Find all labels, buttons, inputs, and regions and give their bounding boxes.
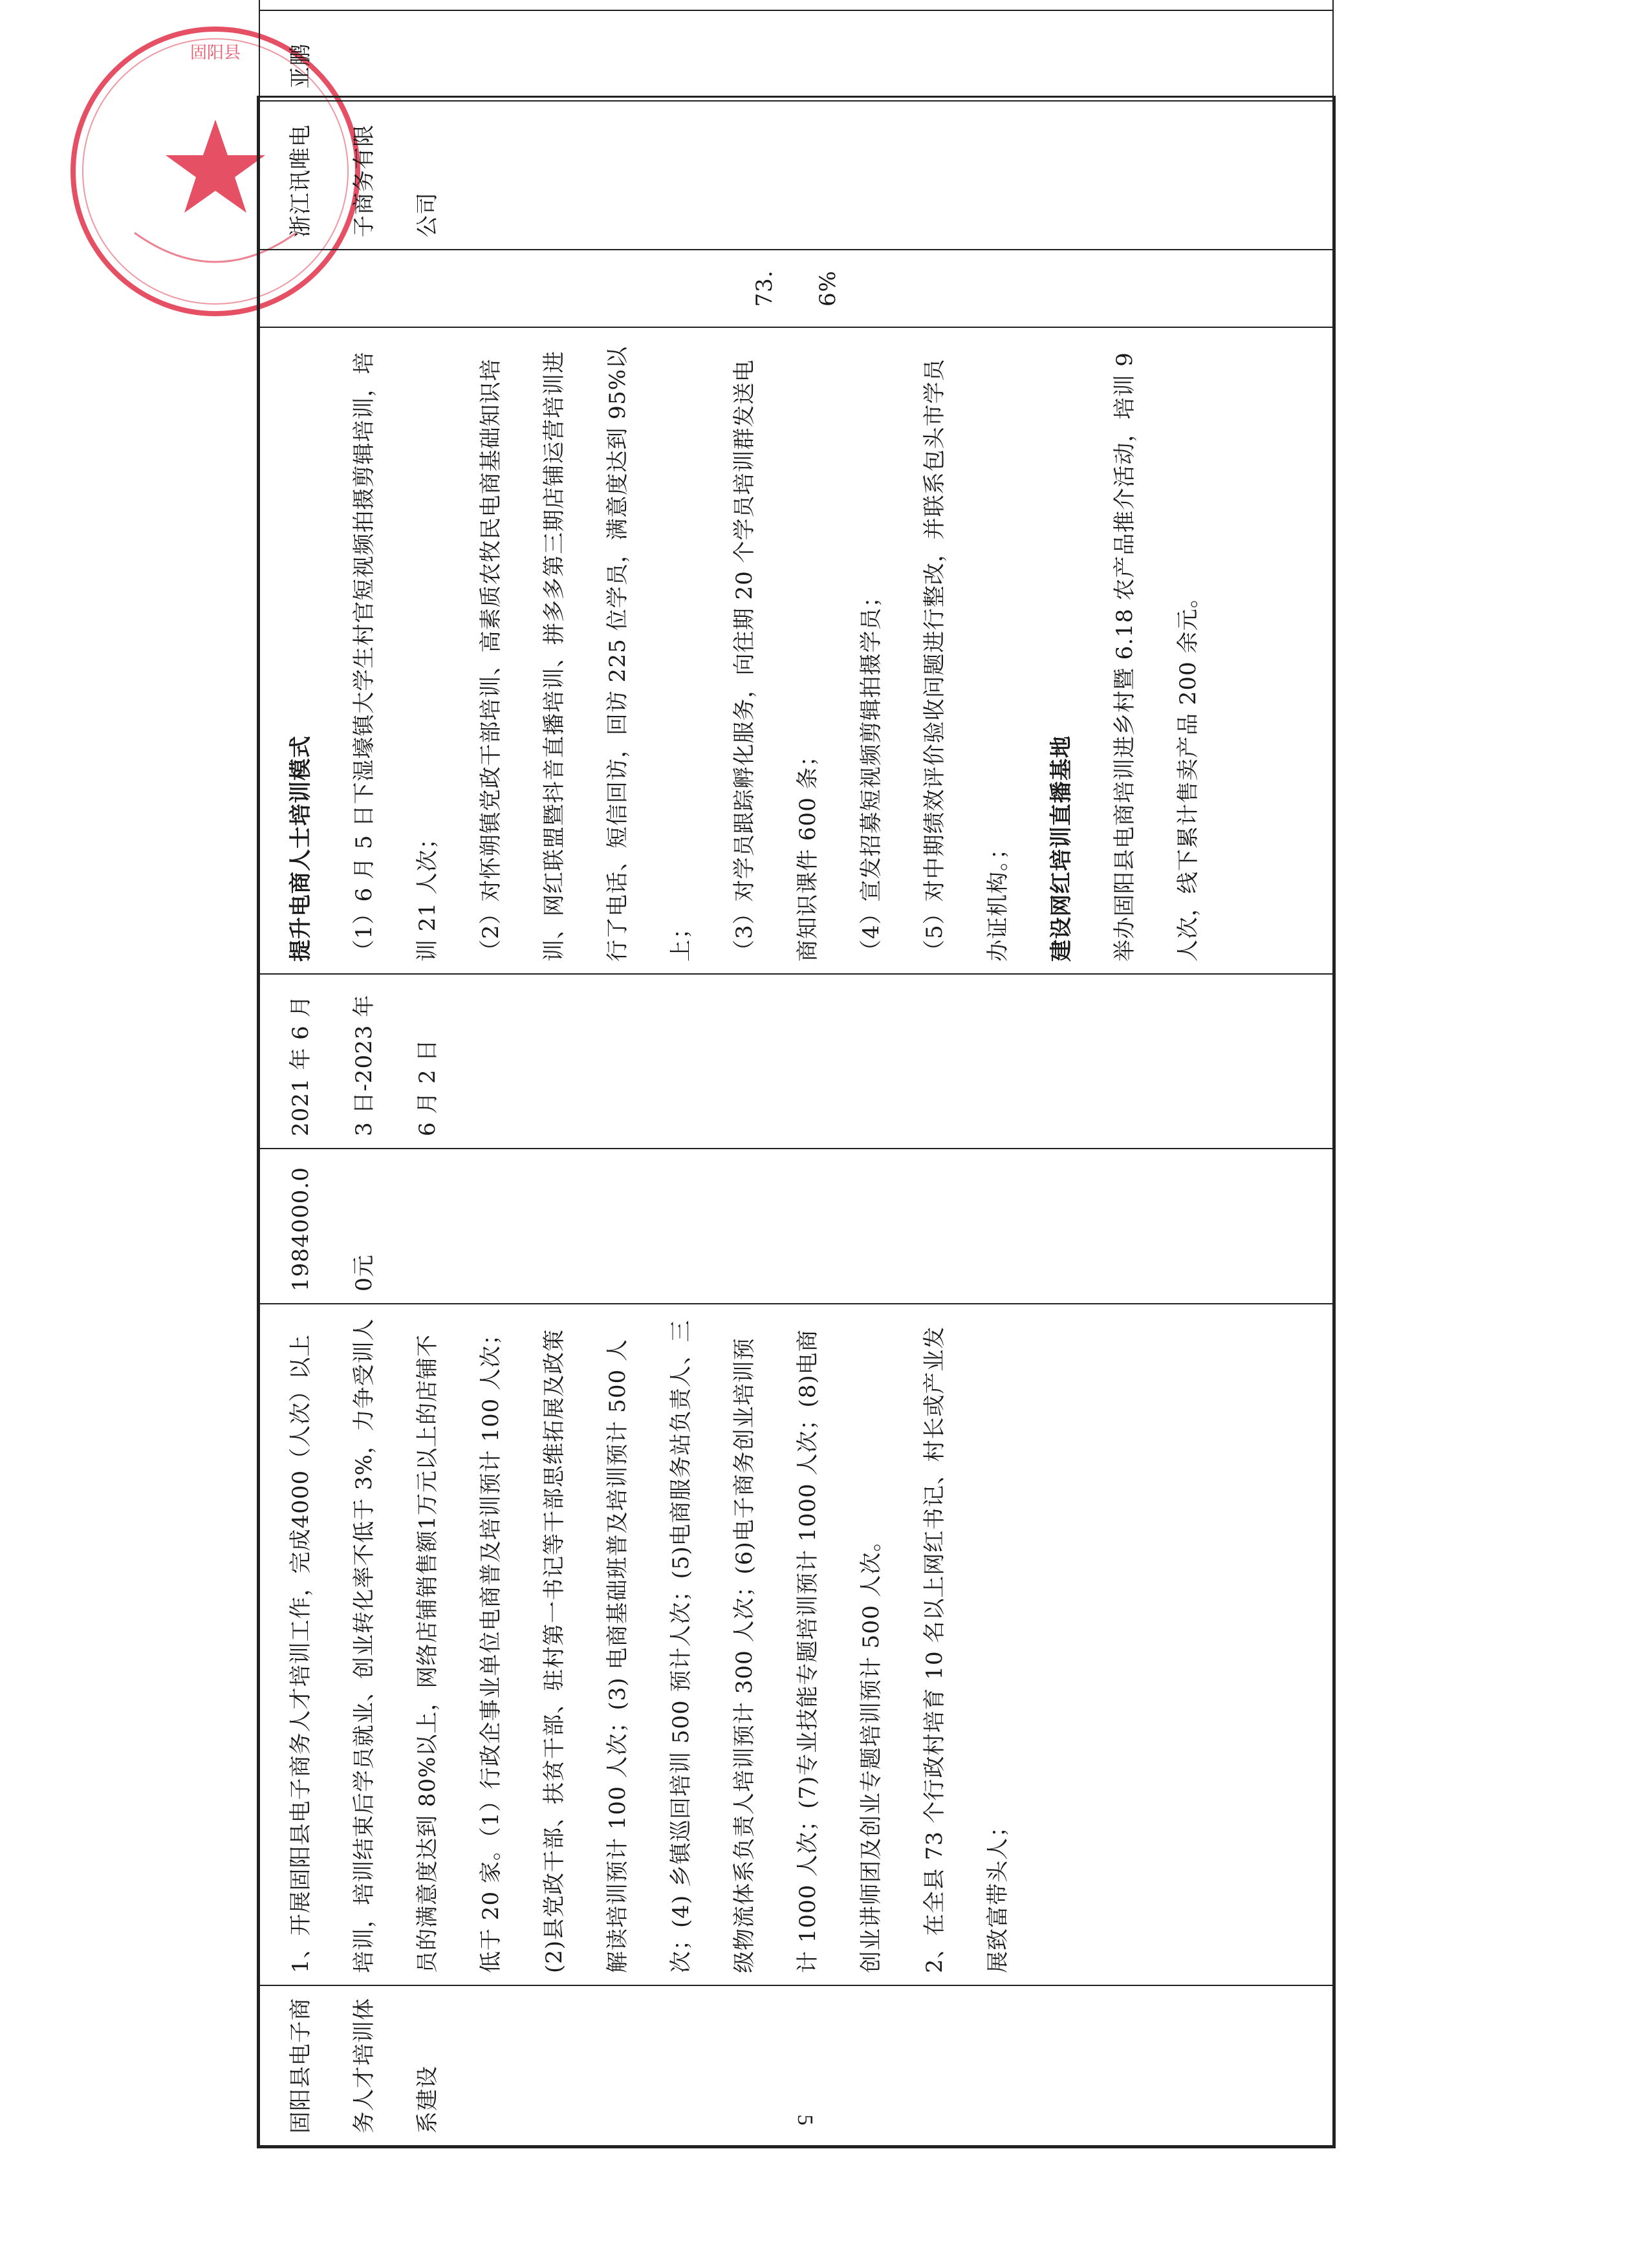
progress-item: （3）对学员跟踪孵化服务，向往期 20 个学员培训群发送电商知识课件 600 条； bbox=[732, 359, 821, 962]
company-name: 浙江讯唯电子商务有限公司 bbox=[288, 124, 440, 237]
content-cell bbox=[259, 1304, 1333, 1985]
amount-cell bbox=[259, 1149, 1333, 1304]
progress-heading: 建设网红培训直播基地 bbox=[1048, 735, 1074, 962]
svg-text:固阳县: 固阳县 bbox=[190, 43, 241, 63]
progress-heading: 提升电商人士培训模式 bbox=[288, 735, 314, 962]
period-cell bbox=[259, 974, 1333, 1149]
contact-cell bbox=[259, 10, 1333, 101]
table-row bbox=[259, 0, 1333, 2146]
progress-item: （2）对怀朔镇党政干部培训、高素质农牧民电商基础知识培训、网红联盟暨抖音直播培训、拼多多第三期店铺运营培训进行了电话、短信回访，回访 225 位学员，满意度达到 95%以上； bbox=[478, 346, 694, 962]
progress-item: （1）6 月 5 日下湿壕镇大学生村官短视频拍摄剪辑培训，培训 21 人次； bbox=[351, 351, 440, 962]
content-item: 2、在全县 73 个行政村培育 10 名以上网红书记、村长或产业发展致富带头人； bbox=[922, 1326, 1011, 1973]
project-table bbox=[257, 43, 1336, 2148]
progress-cell bbox=[259, 327, 1333, 974]
project-name: 固阳县电子商务人才培训体系建设 bbox=[288, 1998, 440, 2133]
contact-name: 亚鹏 bbox=[288, 43, 314, 89]
progress-item: （4）宣发招募短视频剪辑拍摄学员； bbox=[858, 585, 884, 962]
page-number: 5 bbox=[793, 2114, 817, 2126]
completion-rate: 73.6% bbox=[752, 270, 841, 307]
project-name-cell bbox=[259, 1985, 1333, 2146]
content-item: 1、开展固阳县电子商务人才培训工作，完成4000（人次）以上培训，培训结束后学员就业、创业转化率不低于 3%，力争受训人员的满意度达到 80%以上，网络店铺销售额1万元以上的店铺不低于 20 家。（1）行政企事业单位电商普及培训预计 100 人次；(2)县党政干部、扶贫干部、驻村第一书记等干部思维拓展及政策解读培训预计 100 人次；(3) 电商基础班普及培训预计 500 人次；(4) 乡镇巡回培训 500 预计人次；(5)电商服务站负责人、三级物流体系负责人培训预计 300 人次；(6)电子商务创业培训预计 1000 人次；(7)专业技能专题培训预计 1000 人次；(8)电商创业讲师团及创业专题培训预计 500 人次。 bbox=[288, 1318, 884, 1973]
period: 2021 年 6 月 3 日-2023 年 6 月 2 日 bbox=[288, 994, 440, 1136]
progress-item: （5）对中期绩效评价验收问题进行整改，并联系包头市学员办证机构。； bbox=[922, 358, 1011, 962]
amount: 1984000.00元 bbox=[288, 1167, 377, 1291]
progress-item: 举办固阳县电商培训进乡村暨 6.18 农产品推介活动，培训 9 人次，线下累计售卖产品 200 余元。 bbox=[1112, 352, 1201, 962]
company-cell bbox=[259, 101, 1333, 250]
phone-cell bbox=[259, 0, 1333, 10]
rate-cell bbox=[259, 250, 1333, 327]
